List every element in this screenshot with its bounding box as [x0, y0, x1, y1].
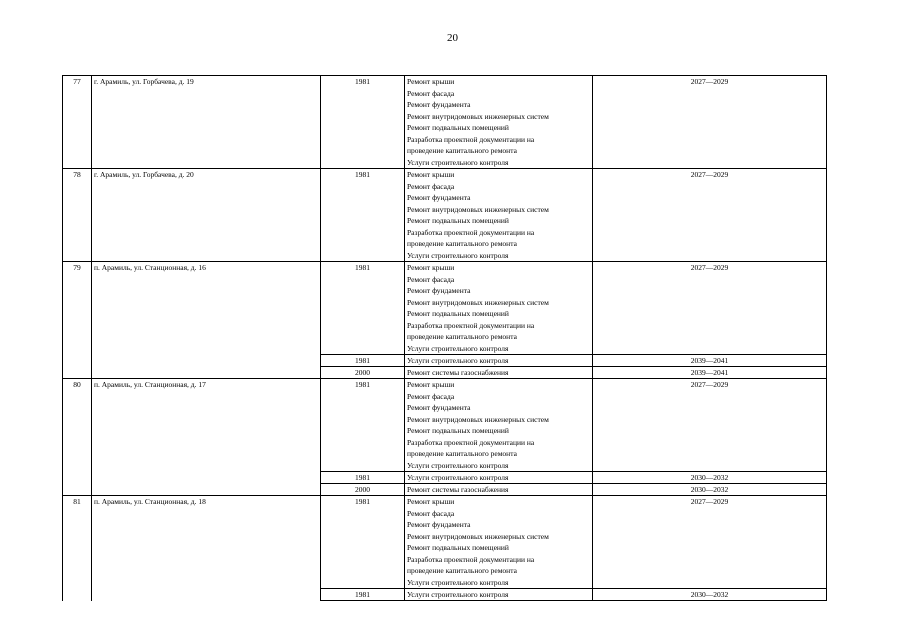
work-item: Ремонт фундамента: [407, 403, 471, 412]
address-cell: п. Арамиль, ул. Станционная, д. 17: [92, 379, 321, 496]
work-item: Услуги строительного контроля: [407, 343, 509, 353]
period-cell: 2030—2032: [593, 484, 827, 496]
work-item: Ремонт подвальных помещений: [407, 309, 509, 318]
year-cell: 1981: [321, 379, 405, 472]
page-number: 20: [447, 32, 458, 44]
work-item: Ремонт системы газоснабжения: [405, 367, 593, 379]
work-item: проведение капитального ремонта: [407, 332, 517, 341]
year-cell: 1981: [321, 169, 405, 262]
row-number: 77: [63, 76, 92, 169]
work-item: Ремонт внутридомовых инженерных систем: [407, 204, 549, 214]
address-cell: г. Арамиль, ул. Горбачева, д. 20: [92, 169, 321, 262]
work-item: Разработка проектной документации на: [407, 554, 535, 564]
works-cell: [405, 379, 593, 472]
work-item: Разработка проектной документации на: [407, 320, 535, 330]
work-item: Ремонт внутридомовых инженерных систем: [407, 297, 549, 307]
year-cell: 1981: [321, 355, 405, 367]
work-item: проведение капитального ремонта: [407, 449, 517, 458]
year-cell: 2000: [321, 484, 405, 496]
capital-repair-table: [62, 75, 827, 601]
table-row: [63, 379, 827, 472]
work-item: Услуги строительного контроля: [405, 355, 593, 367]
work-item: Ремонт фасада: [407, 181, 455, 191]
work-item: Ремонт фасада: [407, 274, 455, 284]
work-item: Ремонт крыши: [407, 497, 455, 506]
row-number: 78: [63, 169, 92, 262]
year-cell: 1981: [321, 76, 405, 169]
work-item: Разработка проектной документации на: [407, 437, 535, 447]
work-item: проведение капитального ремонта: [407, 146, 517, 155]
period-cell: 2039—2041: [593, 355, 827, 367]
work-item: Ремонт подвальных помещений: [407, 426, 509, 435]
year-cell: 1981: [321, 496, 405, 589]
table-row: [63, 262, 827, 355]
table-row: [63, 169, 827, 262]
address-cell: п. Арамиль, ул. Станционная, д. 16: [92, 262, 321, 379]
works-cell: [405, 496, 593, 589]
period-cell: 2039—2041: [593, 367, 827, 379]
work-item: Ремонт внутридомовых инженерных систем: [407, 531, 549, 541]
work-item: Ремонт крыши: [407, 263, 455, 272]
work-item: Услуги строительного контроля: [407, 577, 509, 587]
work-item: проведение капитального ремонта: [407, 239, 517, 248]
year-cell: 1981: [321, 472, 405, 484]
work-item: Услуги строительного контроля: [407, 157, 509, 167]
work-item: Ремонт подвальных помещений: [407, 123, 509, 132]
period-cell: 2027—2029: [593, 76, 827, 169]
work-item: проведение капитального ремонта: [407, 566, 517, 575]
works-cell: [405, 76, 593, 169]
table-row: [63, 496, 827, 589]
year-cell: 1981: [321, 262, 405, 355]
row-number: 80: [63, 379, 92, 496]
period-cell: 2030—2032: [593, 589, 827, 601]
work-item: Ремонт крыши: [407, 170, 455, 179]
work-item: Ремонт внутридомовых инженерных систем: [407, 111, 549, 121]
work-item: Разработка проектной документации на: [407, 227, 535, 237]
work-item: Ремонт системы газоснабжения: [405, 484, 593, 496]
work-item: Ремонт фасада: [407, 508, 455, 518]
year-cell: 1981: [321, 589, 405, 601]
work-item: Ремонт фундамента: [407, 286, 471, 295]
table-row: [63, 76, 827, 169]
work-item: Ремонт крыши: [407, 77, 455, 86]
row-number: 81: [63, 496, 92, 601]
row-number: 79: [63, 262, 92, 379]
period-cell: 2030—2032: [593, 472, 827, 484]
works-cell: [405, 262, 593, 355]
period-cell: 2027—2029: [593, 262, 827, 355]
work-item: Услуги строительного контроля: [407, 250, 509, 260]
work-item: Ремонт внутридомовых инженерных систем: [407, 414, 549, 424]
work-item: Услуги строительного контроля: [405, 472, 593, 484]
work-item: Ремонт крыши: [407, 380, 455, 389]
address-cell: г. Арамиль, ул. Горбачева, д. 19: [92, 76, 321, 169]
work-item: Услуги строительного контроля: [405, 589, 593, 601]
period-cell: 2027—2029: [593, 169, 827, 262]
period-cell: 2027—2029: [593, 379, 827, 472]
works-cell: [405, 169, 593, 262]
work-item: Ремонт подвальных помещений: [407, 216, 509, 225]
work-item: Ремонт фасада: [407, 88, 455, 98]
work-item: Услуги строительного контроля: [407, 460, 509, 470]
table-body: [63, 76, 827, 601]
year-cell: 2000: [321, 367, 405, 379]
work-item: Ремонт фасада: [407, 391, 455, 401]
work-item: Разработка проектной документации на: [407, 134, 535, 144]
work-item: Ремонт фундамента: [407, 100, 471, 109]
work-item: Ремонт подвальных помещений: [407, 543, 509, 552]
address-cell: п. Арамиль, ул. Станционная, д. 18: [92, 496, 321, 601]
work-item: Ремонт фундамента: [407, 520, 471, 529]
work-item: Ремонт фундамента: [407, 193, 471, 202]
period-cell: 2027—2029: [593, 496, 827, 589]
